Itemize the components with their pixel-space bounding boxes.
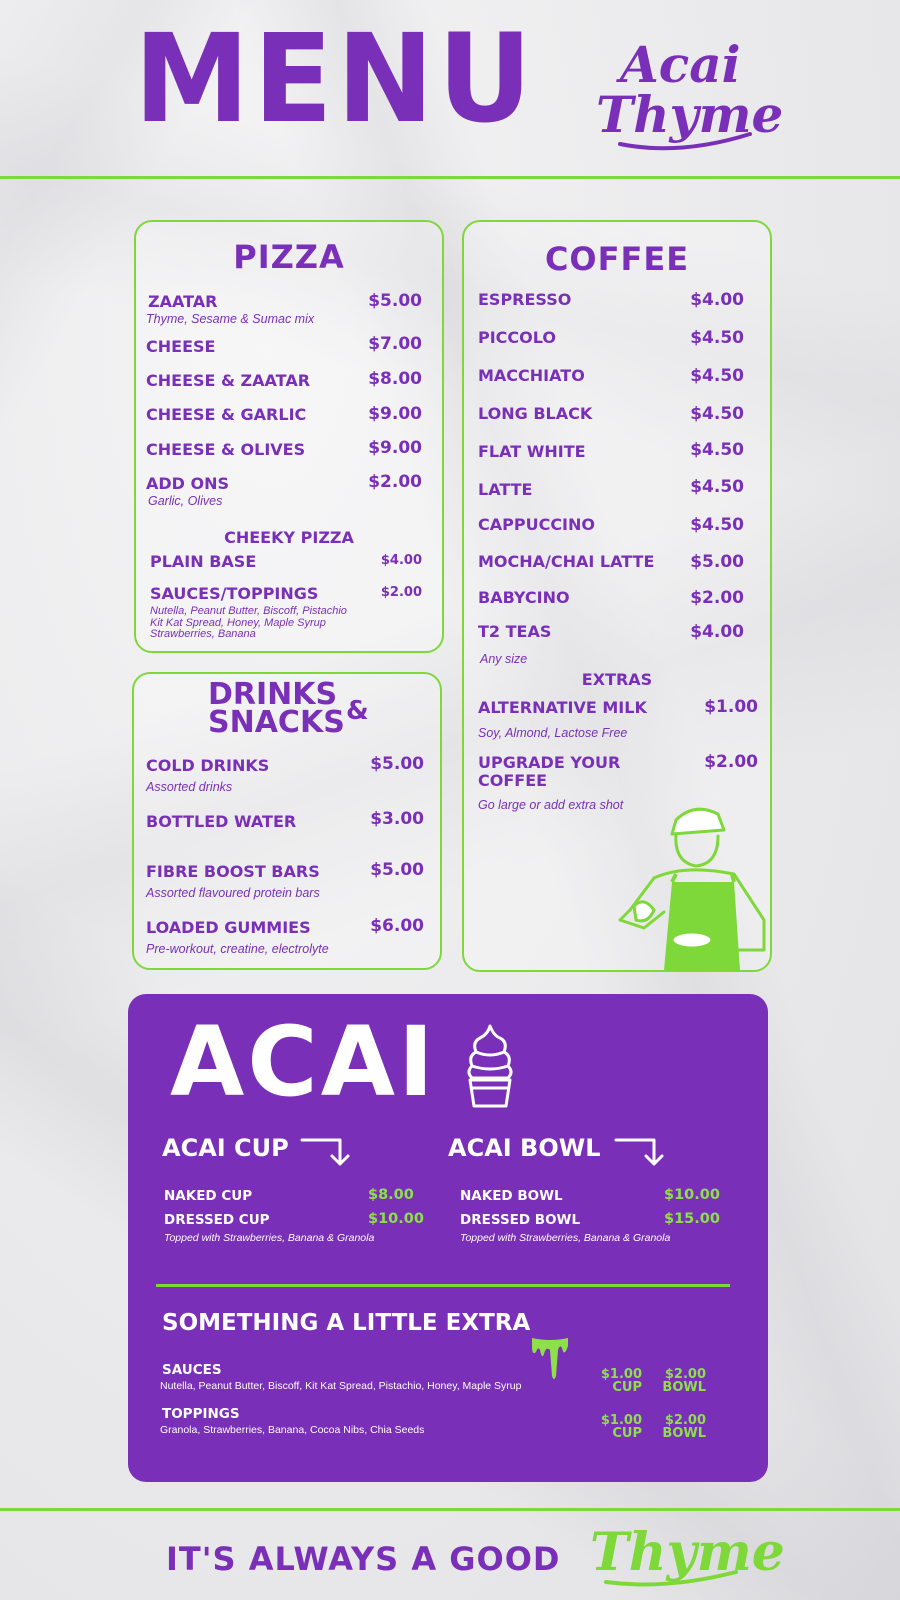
acai-cup-item-price: $8.00 [368,1187,414,1203]
coffee-item-name: T2 TEAS [478,622,552,641]
brand-logo [590,24,784,154]
pizza-item-name: CHEESE [146,337,216,356]
cheeky-item-price: $4.00 [380,553,422,568]
acai-extra-cup-price: $1.00 CUP [600,1413,642,1441]
pizza-item-name: ADD ONS [146,474,230,493]
acai-divider [156,1284,730,1287]
acai-extra-item-name: TOPPINGS [162,1406,240,1422]
acai-extra-item-name: SAUCES [162,1362,222,1378]
coffee-panel [462,220,772,972]
coffee-item-name: LATTE [478,480,533,499]
acai-bowl-item-desc: Topped with Strawberries, Banana & Granola [460,1232,671,1244]
arrow-down-right-icon [300,1132,350,1168]
acai-extra-title: SOMETHING A LITTLE EXTRA [162,1310,531,1336]
coffee-item-name: PICCOLO [478,328,556,347]
coffee-item-price: $4.50 [690,366,744,386]
drinks-item-desc: Assorted drinks [146,780,233,794]
brand-line1: Acai [620,35,741,94]
acai-panel [128,994,768,1482]
drinks-title-line1: DRINKS [208,677,338,712]
acai-cup-item-desc: Topped with Strawberries, Banana & Granola [164,1232,375,1244]
coffee-item-name: CAPPUCCINO [478,515,595,534]
pizza-item-price: $7.00 [368,334,422,354]
pizza-item-name: CHEESE & ZAATAR [146,371,311,390]
coffee-item-price: $4.50 [690,404,744,424]
coffee-item-price: $4.50 [690,440,744,460]
coffee-item-price: $4.00 [690,290,744,310]
barista-illustration [614,800,770,970]
acai-cup-item-price: $10.00 [368,1211,424,1227]
acai-extra-bowl-price: $2.00 BOWL [662,1367,706,1395]
coffee-item-price: $4.50 [690,328,744,348]
drinks-item-price: $3.00 [370,809,424,829]
pizza-item-name: CHEESE & OLIVES [146,440,306,459]
arrow-down-right-icon [614,1132,664,1168]
coffee-item-name: MACCHIATO [478,366,585,385]
pizza-item-desc: Thyme, Sesame & Sumac mix [146,312,315,326]
acai-cup-item-name: NAKED CUP [164,1188,253,1204]
drinks-item-price: $5.00 [370,860,424,880]
cheeky-item-name: PLAIN BASE [150,552,257,571]
drinks-item-name: COLD DRINKS [146,756,270,775]
drinks-item-name: LOADED GUMMIES [146,918,311,937]
pizza-title: PIZZA [233,238,345,276]
extras-title: EXTRAS [581,670,653,689]
brand-line2: Thyme [596,85,784,144]
pizza-item-price: $9.00 [368,404,422,424]
footer-logo [586,1516,785,1592]
drinks-snacks-panel [132,672,442,970]
drip-decoration [530,1336,570,1382]
drinks-item-name: BOTTLED WATER [146,812,297,831]
pizza-item-name: CHEESE & GARLIC [146,405,307,424]
extras-item-desc: Go large or add extra shot [478,798,624,812]
pizza-item-price: $9.00 [368,438,422,458]
extras-item-name-line2: COFFEE [478,771,548,790]
coffee-item-name: LONG BLACK [478,404,593,423]
acai-bowl-item-name: DRESSED BOWL [460,1212,581,1228]
pizza-panel [134,220,444,653]
coffee-item-price: $4.00 [690,622,744,642]
coffee-item-name: BABYCINO [478,588,570,607]
coffee-item-price: $4.50 [690,515,744,535]
acai-bowl-item-price: $15.00 [664,1211,720,1227]
coffee-item-name: MOCHA/CHAI LATTE [478,552,655,571]
acai-cup-item-name: DRESSED CUP [164,1212,270,1228]
drinks-item-desc: Assorted flavoured protein bars [146,886,320,900]
pizza-item-price: $2.00 [368,472,422,492]
extras-item-name: ALTERNATIVE MILK [478,698,647,717]
drinks-item-name: FIBRE BOOST BARS [146,862,320,881]
drinks-title-amp: & [346,696,369,726]
extras-item-price: $2.00 [704,752,758,772]
drinks-item-price: $5.00 [370,754,424,774]
pizza-item-desc: Garlic, Olives [148,494,223,508]
footer-logo-text: Thyme [590,1522,785,1583]
cheeky-pizza-title: CHEEKY PIZZA [224,528,354,547]
footer-divider [0,1508,900,1511]
ice-cream-icon [464,1022,516,1110]
cheeky-item-name: SAUCES/TOPPINGS [150,584,319,603]
menu-title: MENU [134,8,536,151]
acai-bowl-item-name: NAKED BOWL [460,1188,563,1204]
extras-item-desc: Soy, Almond, Lactose Free [478,726,628,740]
acai-extra-item-desc: Granola, Strawberries, Banana, Cocoa Nibs, Chia Seeds [160,1424,425,1436]
drinks-item-desc: Pre-workout, creatine, electrolyte [146,942,329,956]
acai-title: ACAI [170,1006,437,1118]
drinks-title-line2: SNACKS [208,705,345,740]
extras-item-price: $1.00 [704,697,758,717]
coffee-title: COFFEE [544,240,690,278]
acai-bowl-item-price: $10.00 [664,1187,720,1203]
pizza-item-price: $8.00 [368,369,422,389]
coffee-item-name: ESPRESSO [478,290,572,309]
acai-extra-bowl-price: $2.00 BOWL [662,1413,706,1441]
coffee-item-price: $2.00 [690,588,744,608]
acai-cup-title: ACAI CUP [162,1134,289,1162]
coffee-item-price: $5.00 [690,552,744,572]
acai-extra-item-desc: Nutella, Peanut Butter, Biscoff, Kit Kat Spread, Pistachio, Honey, Maple Syrup [160,1380,522,1392]
header-divider [0,176,900,179]
pizza-item-price: $5.00 [368,291,422,311]
extras-item-name-line1: UPGRADE YOUR [478,753,621,772]
acai-extra-cup-price: $1.00 CUP [600,1367,642,1395]
drinks-item-price: $6.00 [370,916,424,936]
coffee-item-price: $4.50 [690,477,744,497]
coffee-item-name: FLAT WHITE [478,442,586,461]
cheeky-item-price: $2.00 [380,585,422,600]
coffee-item-desc: Any size [480,652,528,666]
pizza-item-name: ZAATAR [148,292,218,311]
cheeky-item-desc: Nutella, Peanut Butter, Biscoff, Pistachio Kit Kat Spread, Honey, Maple Syrup Strawberries, Banana [150,605,347,641]
footer-tagline: IT'S ALWAYS A GOOD [166,1540,561,1578]
acai-bowl-title: ACAI BOWL [448,1134,601,1162]
